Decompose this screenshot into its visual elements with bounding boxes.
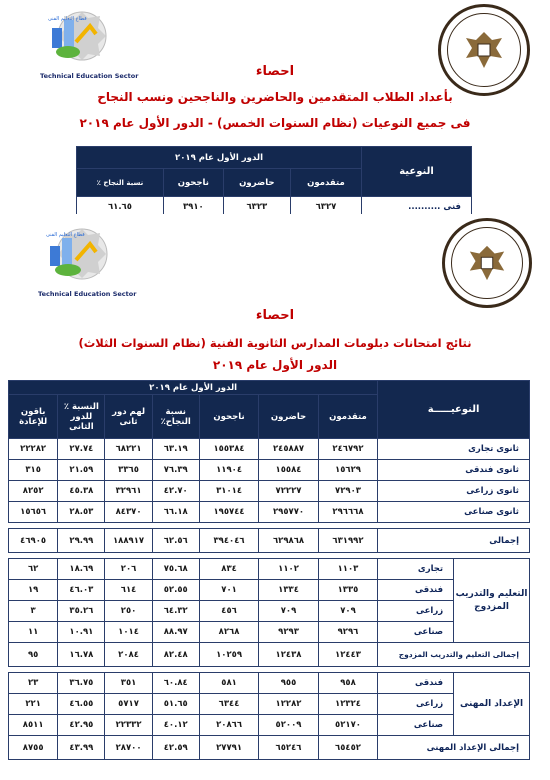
cell: ٢٤٦٧٩٢: [318, 439, 377, 460]
cell: ٣١٥: [9, 460, 58, 481]
cell: ٥٢.٥٥: [152, 580, 199, 601]
logo-caption-2: Technical Education Sector: [38, 290, 137, 298]
cell: ٢٩٦٦٦٨: [318, 502, 377, 523]
cell: ٧٥.٦٨: [152, 559, 199, 580]
svg-text:قطاع التعليم الفنى: قطاع التعليم الفنى: [46, 232, 85, 238]
table-row: [9, 580, 530, 601]
table-row: [9, 481, 530, 502]
row-label: إجمالى التعليم والتدريب المزدوج: [378, 643, 530, 667]
cell: ٨٨.٩٧: [152, 622, 199, 643]
col-present: حاضرون: [223, 169, 290, 197]
row-label: فندقى: [378, 580, 454, 601]
row-label: زراعى: [378, 694, 454, 715]
col-pass-rate: نسبة النجاح٪: [152, 395, 199, 439]
cell: ٥٧١٧: [105, 694, 152, 715]
cell: ٤٢.٧٠: [152, 481, 199, 502]
cell: ١٥٦٢٩: [318, 460, 377, 481]
row-label: ثانوى صناعى: [378, 502, 530, 523]
cell: ٤٣.٩٩: [58, 736, 105, 760]
group-header: الدور الأول عام ٢٠١٩: [9, 381, 378, 395]
cell: ٨٢٥٢: [9, 481, 58, 502]
cell: ٦٣.١٩: [152, 439, 199, 460]
cell: ٦٣٤٤: [199, 694, 258, 715]
cell: ٤٠.١٢: [152, 715, 199, 736]
table-row: [9, 502, 530, 523]
cell: ٣٥١: [105, 673, 152, 694]
cell: ٦٥٤٥٢: [318, 736, 377, 760]
cell: ٧٢٢٢٧: [259, 481, 318, 502]
ministry-seal-2: [442, 218, 532, 308]
section1-line2: فى جميع النوعيات (نظام السنوات الخمس) - الدور الأول عام ٢٠١٩: [79, 116, 471, 130]
cell: ٦٤.٣٢: [152, 601, 199, 622]
cell: ٢٧٧٩١: [199, 736, 258, 760]
main-rows: [9, 439, 530, 760]
cell: ٦٦.١٨: [152, 502, 199, 523]
cell: ٨٤٣٧٠: [105, 502, 152, 523]
row-label: صناعى: [378, 715, 454, 736]
cell: ٢٨.٥٣: [58, 502, 105, 523]
table-row: [9, 673, 530, 694]
cell: ٦٢٩٨٦٨: [259, 529, 318, 553]
group-label: الإعداد المهنى: [454, 673, 530, 736]
table-row: [9, 715, 530, 736]
cell: ٥٨١: [199, 673, 258, 694]
cell: ٢٢٢٨٢: [9, 439, 58, 460]
cell: ٤٦٩٠٥: [9, 529, 58, 553]
cell: ١١٩٠٤: [199, 460, 258, 481]
col-pass-rate: نسبة النجاح ٪: [77, 169, 164, 197]
row-label: فندقى: [378, 673, 454, 694]
tech-education-logo: [38, 6, 113, 72]
cell: ٣٩١٠: [163, 197, 223, 218]
cell: ١١٠٢: [259, 559, 318, 580]
cell: ٢٣: [9, 673, 58, 694]
cell: ٦٥٢٤٦: [259, 736, 318, 760]
ministry-seal: [438, 4, 530, 96]
cell: ١٩: [9, 580, 58, 601]
cell: ٢٧.٧٤: [58, 439, 105, 460]
cell: ١٦.٧٨: [58, 643, 105, 667]
col-passed: ناجحون: [163, 169, 223, 197]
table-row: [9, 694, 530, 715]
cell: ١٥٥٨٤: [259, 460, 318, 481]
cell: ٦٣٢٣: [223, 197, 290, 218]
cell: ١٢٤٤٣: [318, 643, 377, 667]
total-row: [9, 643, 530, 667]
cell: ١٩٥٧٤٤: [199, 502, 258, 523]
cell: ٦٣١٩٩٢: [318, 529, 377, 553]
row-label: إجمالى الإعداد المهنى: [378, 736, 530, 760]
cell: ٣٢٩٦١: [105, 481, 152, 502]
row-label: ثانوى فندقى: [378, 460, 530, 481]
cell: ٢٤٥٨٨٧: [259, 439, 318, 460]
row-label: تجارى: [378, 559, 454, 580]
logo-caption: Technical Education Sector: [40, 72, 139, 80]
cell: ١٠.٩١: [58, 622, 105, 643]
results-table: [8, 380, 530, 760]
cell: ٨٧٥٥: [9, 736, 58, 760]
col-passed: ناجحون: [199, 395, 258, 439]
cell: ٣٣٦٥: [105, 460, 152, 481]
cell: ٤٦.٥٥: [58, 694, 105, 715]
cell: ١٢٤٣٨: [259, 643, 318, 667]
cell: ٩٢٩٣: [259, 622, 318, 643]
col-repeaters: باقون للإعادة: [9, 395, 58, 439]
cell: ٤٦.٠٣: [58, 580, 105, 601]
cell: ٢٢١: [9, 694, 58, 715]
cell: ٨٢٦٨: [199, 622, 258, 643]
cell: ٢٠٨٦٦: [199, 715, 258, 736]
col-second-round-rate: النسبة ٪ للدور الثانى: [58, 395, 105, 439]
cell: ٤٢.٥٩: [152, 736, 199, 760]
group-header: الدور الأول عام ٢٠١٩: [77, 147, 362, 169]
col-applicants: متقدمون: [290, 169, 361, 197]
table-row: [9, 622, 530, 643]
cell: ١٣٣٤: [259, 580, 318, 601]
cell: ٢٢٣٣٢: [105, 715, 152, 736]
cell: ٣١٠١٤: [199, 481, 258, 502]
cell: ٦٢.٥٦: [152, 529, 199, 553]
group-label: التعليم والتدريب المزدوج: [454, 559, 530, 643]
cell: ٦١.٦٥: [77, 197, 164, 218]
cell: ٦٢: [9, 559, 58, 580]
total-row: [9, 529, 530, 553]
cell: ١٣٣٥: [318, 580, 377, 601]
col-second-round: لهم دور ثانى: [105, 395, 152, 439]
section2-line1: نتائج امتحانات دبلومات المدارس الثانوية الفنية (نظام السنوات الثلاث): [78, 336, 472, 350]
tech-education-logo-2: [36, 222, 114, 288]
cell: ٦٣٢٧: [290, 197, 361, 218]
cell: ٦٠.٨٤: [152, 673, 199, 694]
cell: ٥١.٦٥: [152, 694, 199, 715]
cell: ١٨٨٩١٧: [105, 529, 152, 553]
table-row: [9, 460, 530, 481]
section1-title: احصاء: [255, 64, 295, 79]
cell: ١١٠٣: [318, 559, 377, 580]
cell: ١٥٦٥٦: [9, 502, 58, 523]
cell: ٩٢٩٦: [318, 622, 377, 643]
cell: ٨٥١١: [9, 715, 58, 736]
cell: ١٨.٦٩: [58, 559, 105, 580]
cell: ٩٥: [9, 643, 58, 667]
cell: ٧٢٩٠٣: [318, 481, 377, 502]
cell: ٦٨٢٢١: [105, 439, 152, 460]
cell: ١٢٣٢٤: [318, 694, 377, 715]
section2-title: احصاء: [255, 308, 295, 323]
col-applicants: متقدمون: [318, 395, 377, 439]
cell: ٢٥٠: [105, 601, 152, 622]
table-row: [9, 439, 530, 460]
cell: ٥٢١٧٠: [318, 715, 377, 736]
row-label: ثانوى تجارى: [378, 439, 530, 460]
cell: ١٢٢٨٢: [259, 694, 318, 715]
cell: ٣٦.٧٥: [58, 673, 105, 694]
cell: ٨٢.٤٨: [152, 643, 199, 667]
row-label: ثانوى زراعى: [378, 481, 530, 502]
cell: ٢٨٧٠٠: [105, 736, 152, 760]
cell: ١٥٥٣٨٤: [199, 439, 258, 460]
cell: ٧٠١: [199, 580, 258, 601]
section1-table: [76, 146, 472, 218]
cell: ٧٠٩: [318, 601, 377, 622]
row-label: إجمالى: [378, 529, 530, 553]
row-label: صناعى: [378, 622, 454, 643]
section2-line2: الدور الأول عام ٢٠١٩: [212, 358, 338, 372]
cell: ٦١٤: [105, 580, 152, 601]
cell: ٧٠٩: [259, 601, 318, 622]
cell: ٨٣٤: [199, 559, 258, 580]
cell: ٩٥٥: [259, 673, 318, 694]
cell: ٤٥٦: [199, 601, 258, 622]
cell: ١١: [9, 622, 58, 643]
total-row: [9, 736, 530, 760]
cell: ٢١.٥٩: [58, 460, 105, 481]
table-row: [9, 601, 530, 622]
row-label: زراعى: [378, 601, 454, 622]
cell: ٧٦.٣٩: [152, 460, 199, 481]
cell: ٥٢٠٠٩: [259, 715, 318, 736]
section1-line1: بأعداد الطلاب المتقدمين والحاضرين والناجحين ونسب النجاح: [97, 90, 453, 104]
cell: ١٠٢٥٩: [199, 643, 258, 667]
cell: ٣٥.٢٦: [58, 601, 105, 622]
table-row: [9, 559, 530, 580]
cell: ٢٠٨٤: [105, 643, 152, 667]
cell: ١٠١٤: [105, 622, 152, 643]
cell: ٢٩.٩٩: [58, 529, 105, 553]
row-label: فنى ..........: [362, 197, 472, 218]
cell: ٩٥٨: [318, 673, 377, 694]
cell: ٣٩٤٠٤٦: [199, 529, 258, 553]
type-header: النوعيـــــة: [378, 381, 530, 439]
cell: ٤٥.٣٨: [58, 481, 105, 502]
svg-text:قطاع التعليم الفنى: قطاع التعليم الفنى: [48, 16, 87, 22]
cell: ٢٠٦: [105, 559, 152, 580]
col-present: حاضرون: [259, 395, 318, 439]
cell: ٤٢.٩٥: [58, 715, 105, 736]
type-header: النوعية: [362, 147, 472, 197]
cell: ٢٩٥٧٧٠: [259, 502, 318, 523]
cell: ٣: [9, 601, 58, 622]
